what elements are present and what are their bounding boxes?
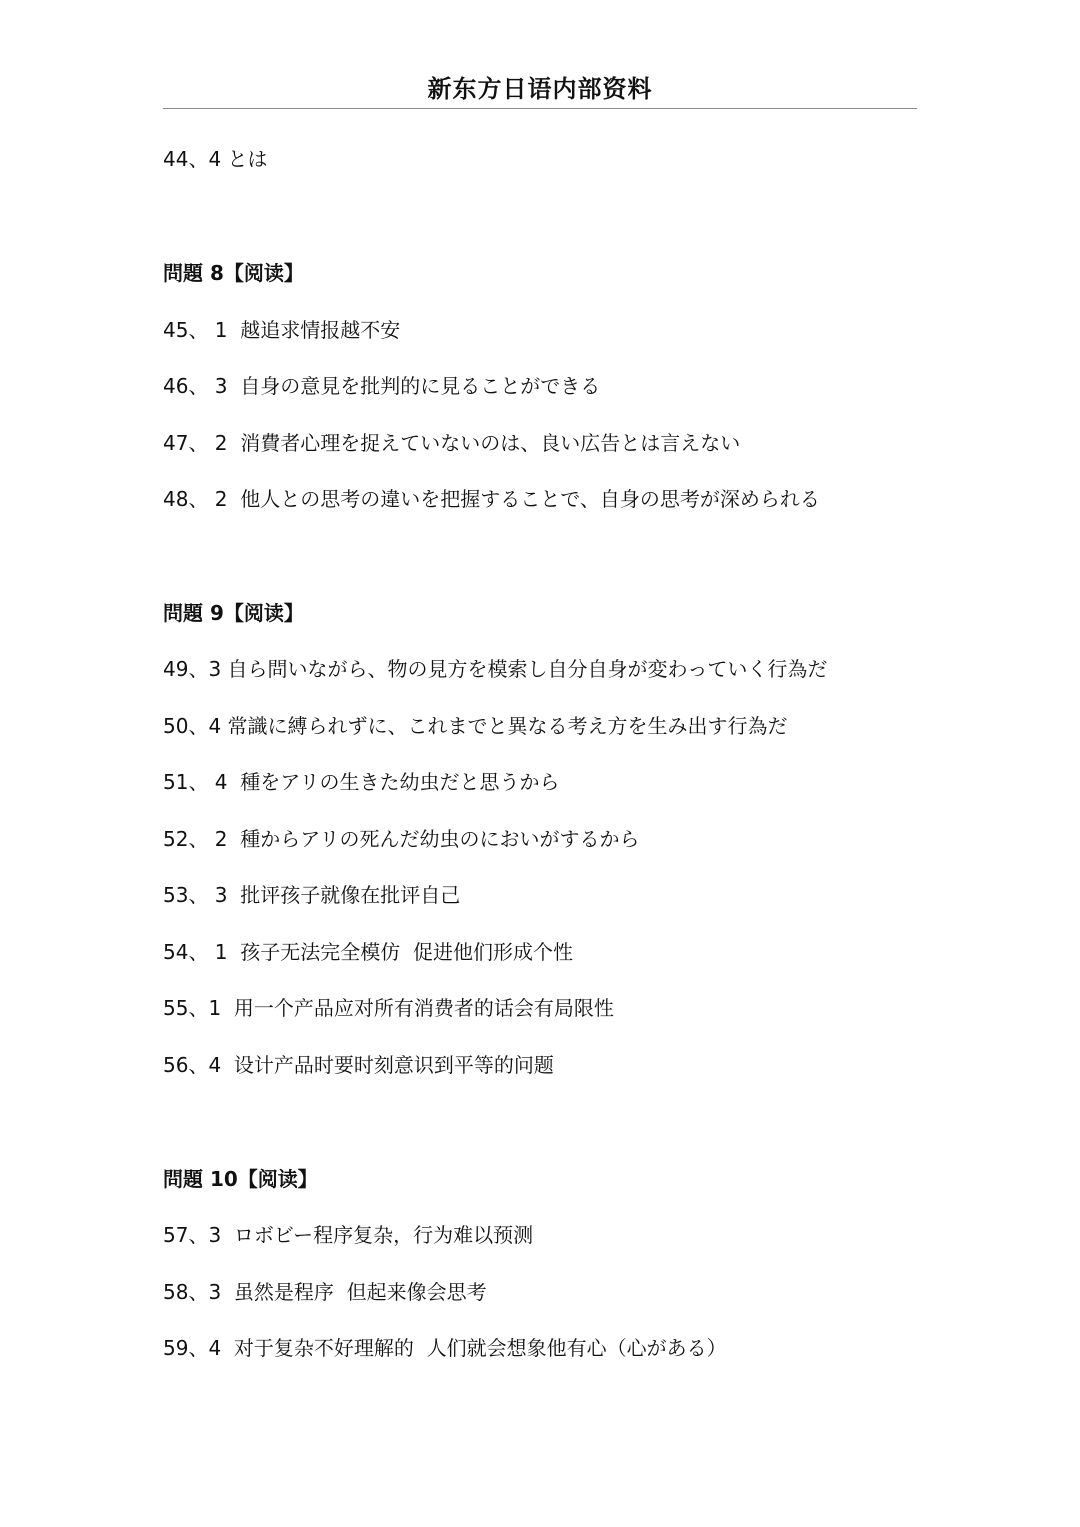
answer-59: 59、4 对于复杂不好理解的 人们就会想象他有心（心がある）	[163, 1336, 727, 1360]
answer-50: 50、4 常識に縛られずに、これまでと異なる考え方を生み出す行為だ	[163, 714, 788, 738]
answer-48: 48、 2 他人との思考の違いを把握することで、自身の思考が深められる	[163, 487, 820, 511]
answer-54: 54、 1 孩子无法完全模仿 促进他们形成个性	[163, 940, 573, 964]
answer-52: 52、 2 種からアリの死んだ幼虫のにおいがするから	[163, 827, 640, 851]
answer-46: 46、 3 自身の意見を批判的に見ることができる	[163, 374, 601, 398]
page-header-title: 新东方日语内部资料	[427, 74, 653, 103]
answer-53: 53、 3 批评孩子就像在批评自己	[163, 883, 461, 907]
section-heading-9: 問題 9【阅读】	[163, 601, 304, 625]
answer-51: 51、 4 種をアリの生きた幼虫だと思うから	[163, 770, 560, 794]
header-divider	[163, 108, 917, 109]
answer-49: 49、3 自ら問いながら、物の見方を模索し自分自身が変わっていく行為だ	[163, 657, 828, 681]
answer-45: 45、 1 越追求情报越不安	[163, 318, 401, 342]
answer-44: 44、4 とは	[163, 147, 268, 171]
answer-58: 58、3 虽然是程序 但起来像会思考	[163, 1280, 487, 1304]
answer-57: 57、3 ロボビー程序复杂，行为难以预测	[163, 1223, 534, 1247]
answer-55: 55、1 用一个产品应对所有消费者的话会有局限性	[163, 996, 614, 1020]
section-heading-10: 問題 10【阅读】	[163, 1167, 318, 1191]
section-heading-8: 問題 8【阅读】	[163, 261, 304, 285]
answer-47: 47、 2 消費者心理を捉えていないのは、良い広告とは言えない	[163, 431, 741, 455]
answer-56: 56、4 设计产品时要时刻意识到平等的问题	[163, 1053, 554, 1077]
